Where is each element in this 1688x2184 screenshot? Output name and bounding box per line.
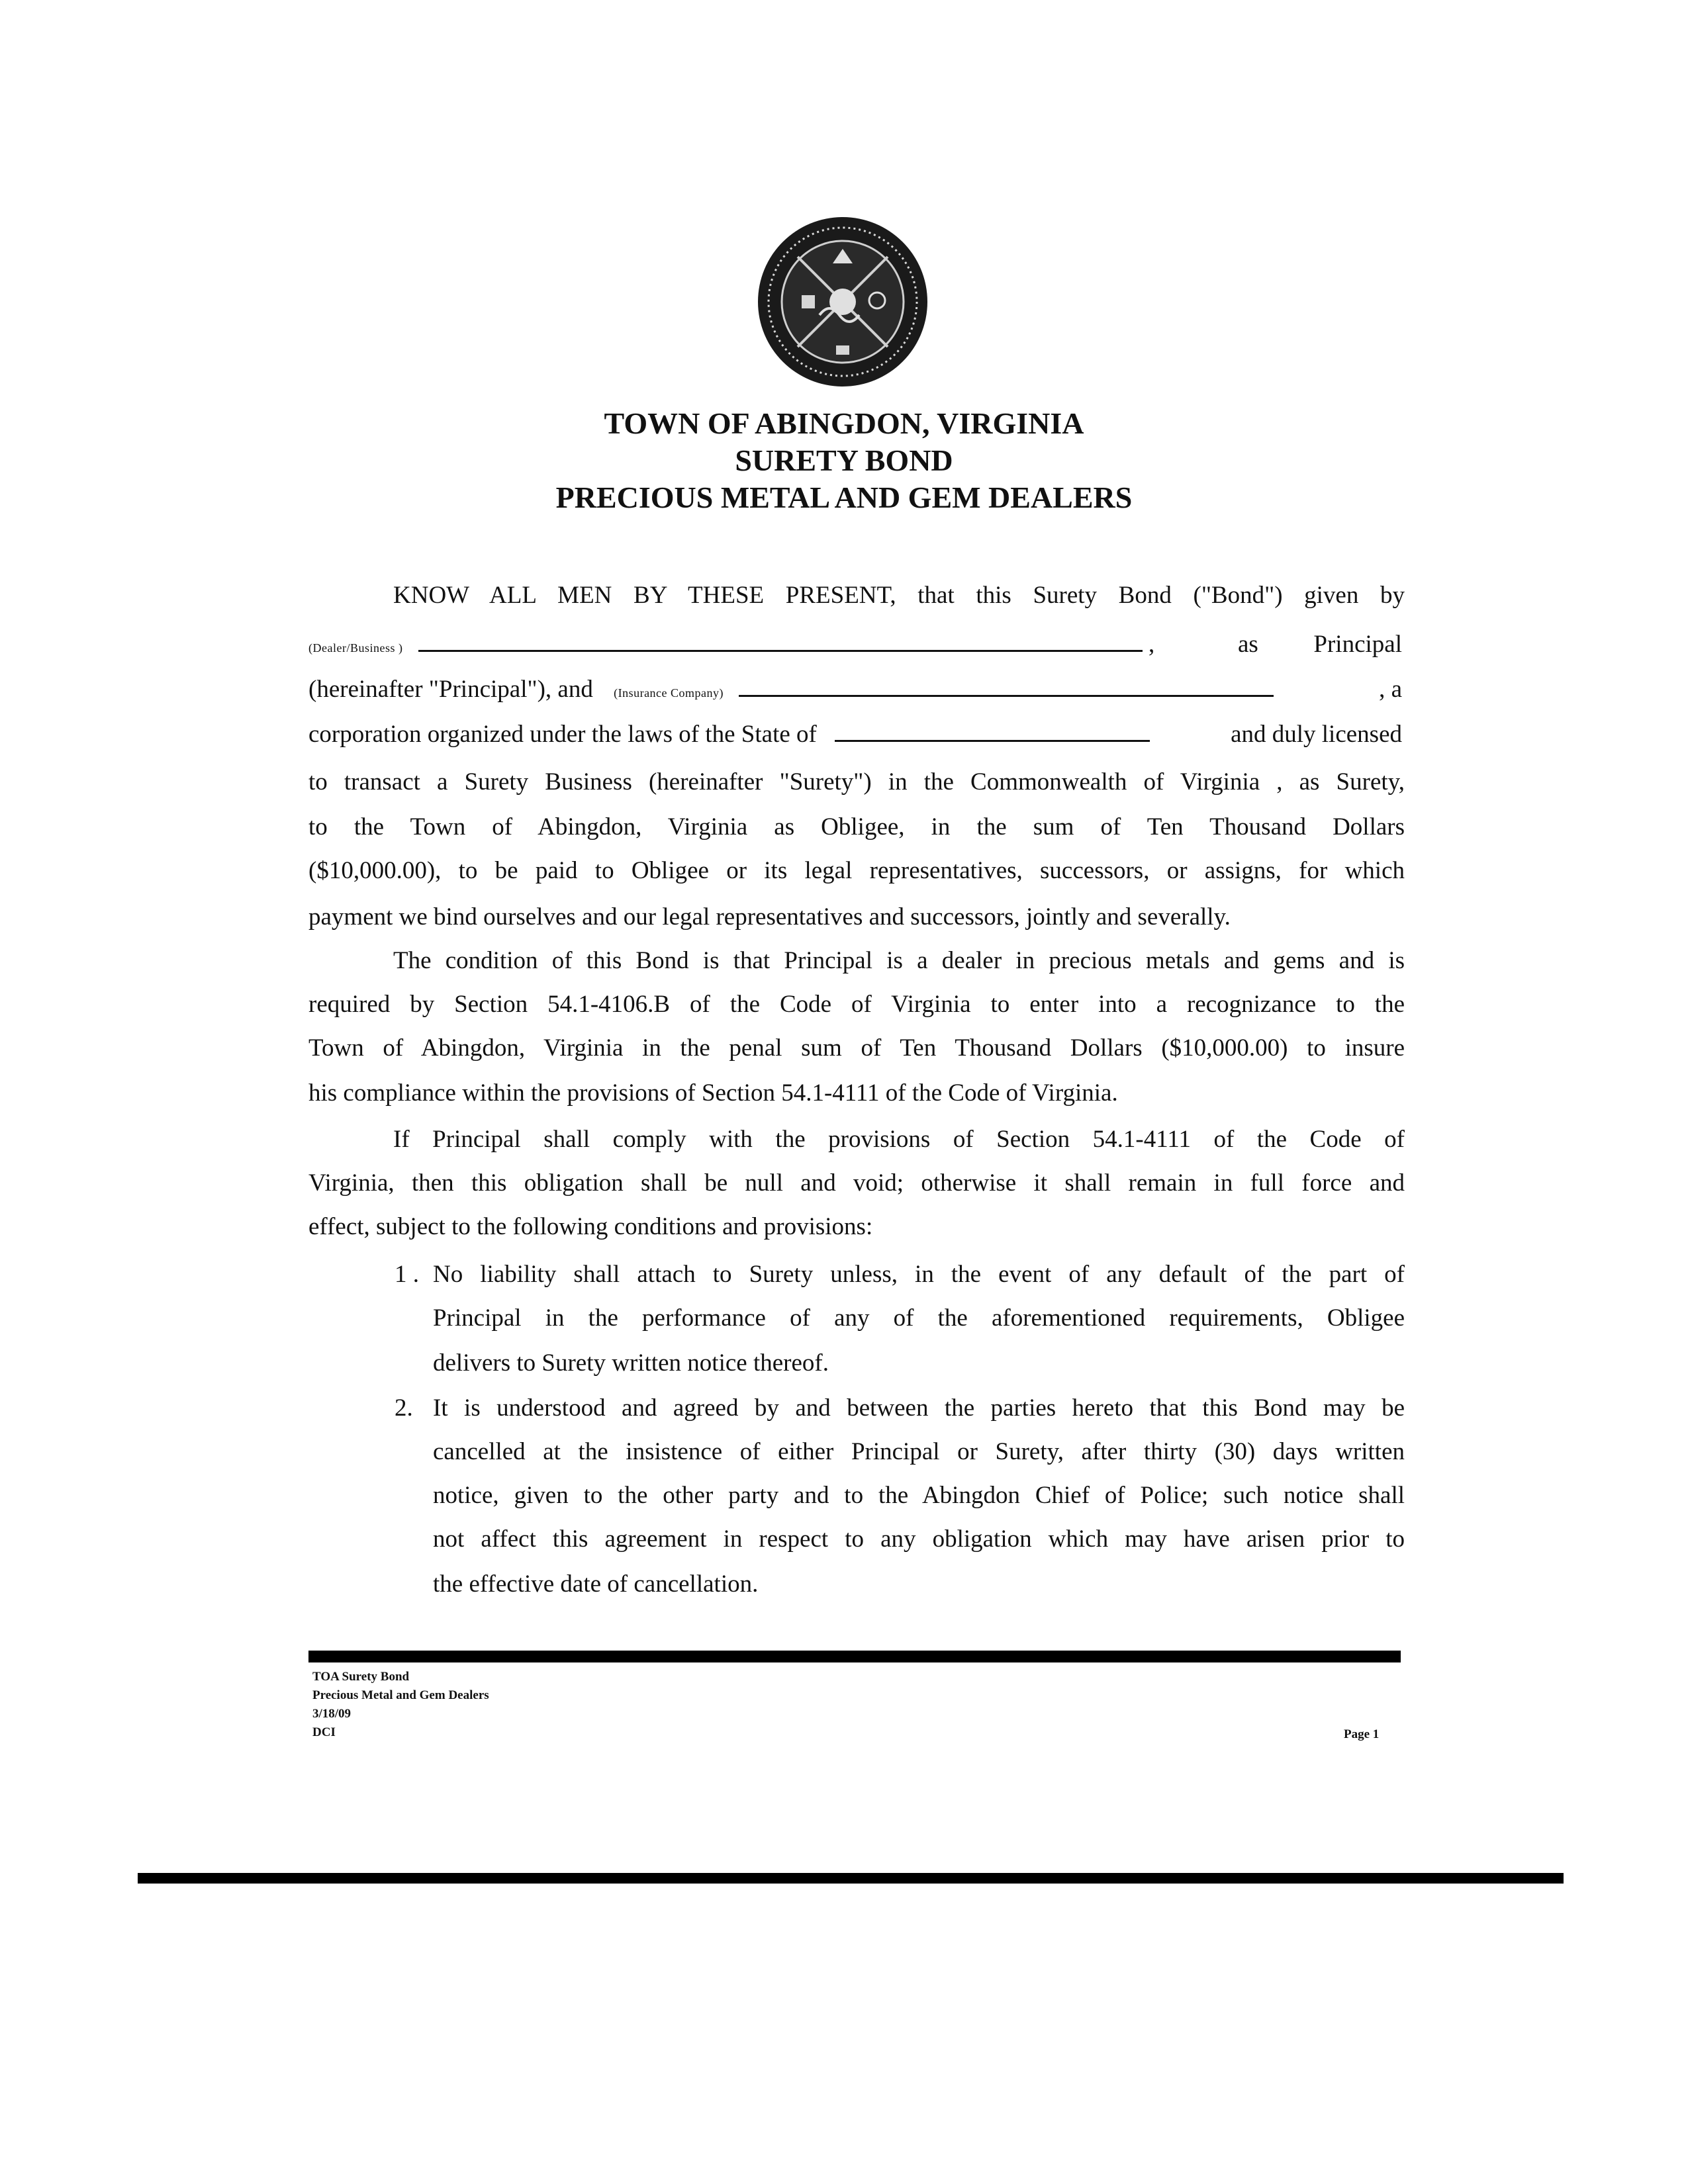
p2-line2: required by Section 54.1-4106.B of the Code of Virginia to enter into a recognizance to the <box>308 991 1405 1018</box>
p3-line3: effect, subject to the following conditions and provisions: <box>308 1213 873 1240</box>
title-subject: PRECIOUS METAL AND GEM DEALERS <box>555 480 1133 514</box>
item1-line3: delivers to Surety written notice thereof. <box>433 1349 829 1377</box>
dealer-label: (Dealer/Business ) <box>308 641 403 655</box>
item1-line2: Principal in the performance of any of the aforementioned requirements, Obligee <box>433 1304 1405 1332</box>
footer-meta <box>312 1668 489 1742</box>
insurance-label: (Insurance Company) <box>614 686 724 700</box>
title-bond-type: SURETY BOND <box>735 443 953 477</box>
town-seal-icon <box>757 216 929 388</box>
item2-line5: the effective date of cancellation. <box>433 1570 759 1598</box>
item2-number: 2. <box>395 1394 413 1422</box>
title-town: TOWN OF ABINGDON, VIRGINIA <box>604 406 1084 440</box>
item2-line3: notice, given to the other party and to the Abingdon Chief of Police; such notice shall <box>433 1482 1405 1509</box>
p1-line3-tail: , a <box>1379 676 1402 703</box>
p2-line3: Town of Abingdon, Virginia in the penal sum of Ten Thousand Dollars ($10,000.00) to insure <box>308 1034 1405 1062</box>
insurance-company-field[interactable] <box>739 695 1274 697</box>
state-field[interactable] <box>835 740 1150 742</box>
p1-line4 <box>308 720 1405 749</box>
item1-line1: No liability shall attach to Surety unless, in the event of any default of the part of <box>433 1261 1405 1288</box>
document-title <box>0 405 1688 516</box>
item2-line1: It is understood and agreed by and between the parties hereto that this Bond may be <box>433 1394 1405 1422</box>
p1-line2-comma: , <box>1148 631 1155 658</box>
footer-date: 3/18/09 <box>312 1707 352 1721</box>
p1-line5: to transact a Surety Business (hereinafter "Surety") in the Commonwealth of Virginia , as Surety, <box>308 768 1405 796</box>
p1-line2 <box>308 630 1405 659</box>
page-bottom-divider <box>138 1873 1564 1884</box>
p3-line2: Virginia, then this obligation shall be null and void; otherwise it shall remain in full force and <box>308 1169 1405 1197</box>
p1-line4-end: and duly licensed <box>1231 721 1402 748</box>
p1-line7: ($10,000.00), to be paid to Obligee or its legal representatives, successors, or assigns, for which <box>308 857 1405 884</box>
item2-line2: cancelled at the insistence of either Principal or Surety, after thirty (30) days written <box>433 1438 1405 1465</box>
p1-line4-start: corporation organized under the laws of the State of <box>308 721 817 748</box>
footer-doc-subject: Precious Metal and Gem Dealers <box>312 1688 489 1702</box>
p1-line3 <box>308 675 1405 704</box>
item2-line4: not affect this agreement in respect to any obligation which may have arisen prior to <box>433 1525 1405 1553</box>
p2-line1: The condition of this Bond is that Principal is a dealer in precious metals and gems and is <box>393 947 1405 974</box>
p1-line8: payment we bind ourselves and our legal representatives and successors, jointly and severally. <box>308 903 1231 931</box>
item1-number: 1 . <box>395 1261 419 1288</box>
p3-line1: If Principal shall comply with the provisions of Section 54.1-4111 of the Code of <box>393 1126 1405 1153</box>
p1-line1: KNOW ALL MEN BY THESE PRESENT, that this Surety Bond ("Bond") given by <box>393 582 1405 609</box>
footer-divider <box>308 1651 1401 1662</box>
dealer-name-field[interactable] <box>418 650 1143 652</box>
page-number: Page 1 <box>1344 1727 1380 1741</box>
footer-doc-name: TOA Surety Bond <box>312 1670 410 1684</box>
p1-line2-principal: Principal <box>1313 631 1402 658</box>
p1-line2-as: as <box>1238 631 1258 658</box>
p1-line3-start: (hereinafter "Principal"), and <box>308 676 593 703</box>
p2-line4: his compliance within the provisions of Section 54.1-4111 of the Code of Virginia. <box>308 1079 1118 1107</box>
footer-initials: DCI <box>312 1725 336 1739</box>
p1-line6: to the Town of Abingdon, Virginia as Obligee, in the sum of Ten Thousand Dollars <box>308 813 1405 841</box>
